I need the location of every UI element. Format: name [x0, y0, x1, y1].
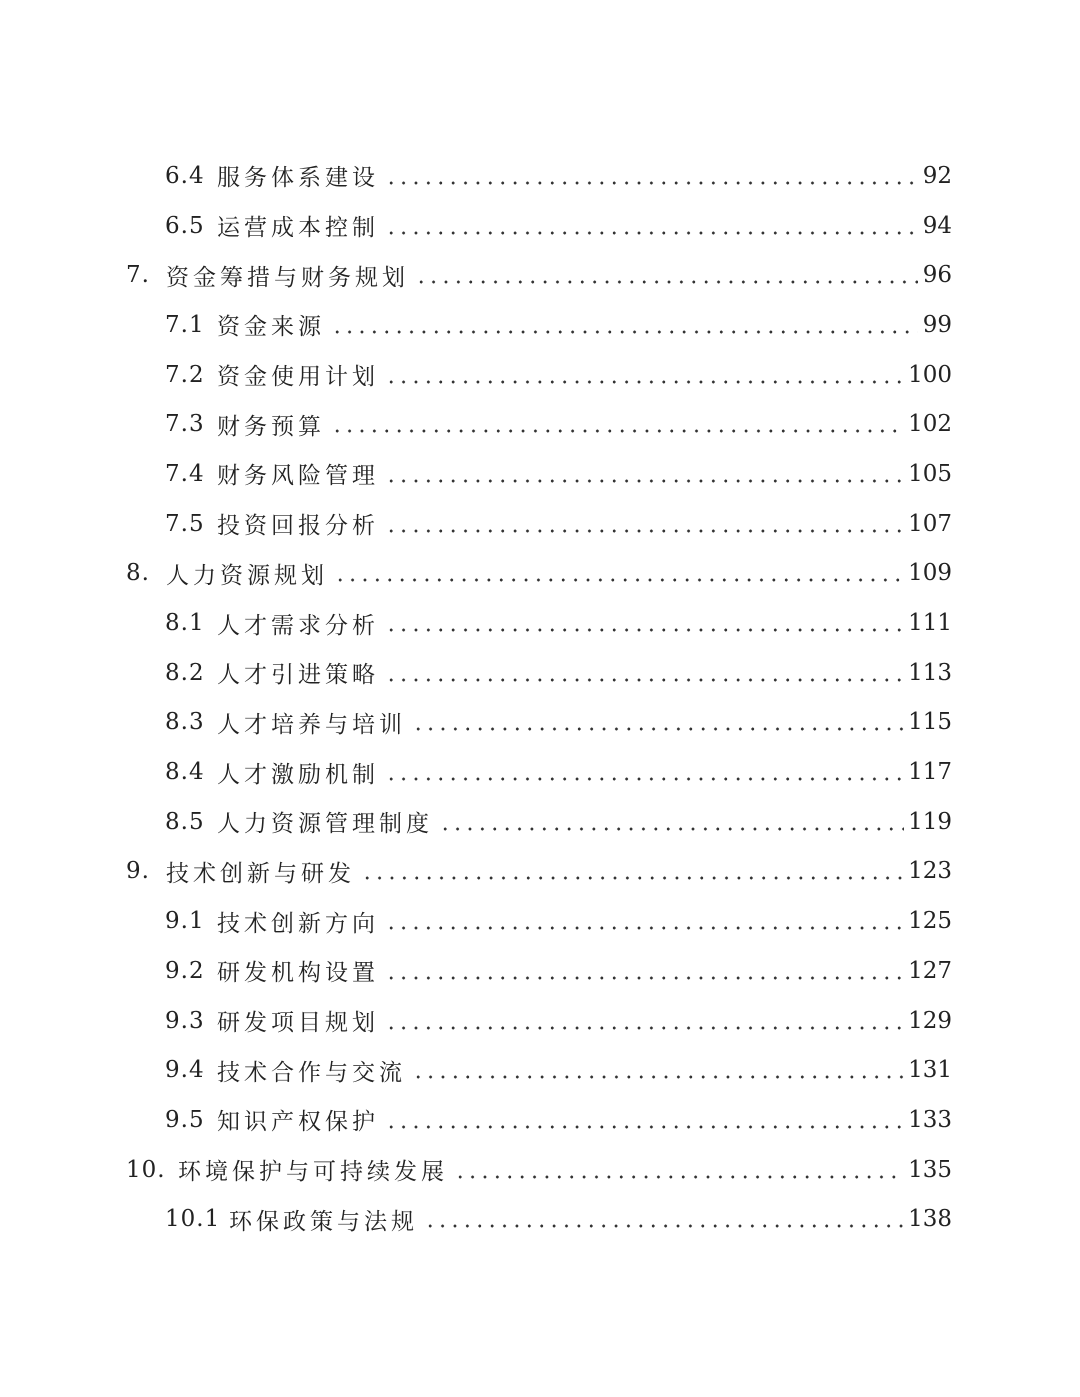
dot-leader	[385, 1026, 904, 1030]
toc-entry-number: 7.3	[165, 411, 205, 438]
toc-entry-title: 人力资源管理制度	[217, 811, 433, 838]
dot-leader	[361, 876, 904, 880]
toc-entry-page: 109	[908, 560, 952, 587]
dot-leader	[385, 777, 904, 781]
toc-entry-number: 8.3	[165, 709, 205, 736]
toc-entry-title: 环保政策与法规	[229, 1208, 418, 1235]
toc-entry-page: 102	[908, 411, 952, 438]
toc-entry-page: 96	[922, 262, 952, 289]
toc-entry[interactable]	[0, 1194, 1080, 1244]
toc-entry-title: 技术合作与交流	[217, 1059, 406, 1086]
toc-entry[interactable]	[0, 996, 1080, 1046]
dot-leader	[385, 479, 904, 483]
toc-chapter[interactable]	[0, 250, 1080, 300]
toc-entry-page: 125	[908, 908, 952, 935]
toc-entry[interactable]	[0, 350, 1080, 400]
toc-entry[interactable]	[0, 499, 1080, 549]
toc-entry-number: 8.1	[165, 610, 205, 637]
dot-leader	[385, 380, 904, 384]
toc-entry-number: 9.5	[165, 1106, 205, 1133]
dot-leader	[385, 976, 904, 980]
dot-leader	[385, 628, 904, 632]
toc-entry[interactable]	[0, 648, 1080, 698]
toc-entry-title: 服务体系建设	[217, 165, 379, 192]
dot-leader	[385, 678, 904, 682]
toc-entry-page: 99	[922, 311, 952, 338]
toc-entry-title: 人才激励机制	[217, 761, 379, 788]
toc-entry-title: 技术创新方向	[217, 910, 379, 937]
dot-leader	[334, 578, 904, 582]
toc-entry-number: 8.4	[165, 759, 205, 786]
toc-entry[interactable]	[0, 449, 1080, 499]
toc-entry[interactable]	[0, 747, 1080, 797]
toc-entry[interactable]	[0, 300, 1080, 350]
toc-entry-number: 10.1	[165, 1206, 221, 1233]
dot-leader	[385, 231, 918, 235]
toc-entry[interactable]	[0, 201, 1080, 251]
dot-leader	[385, 181, 918, 185]
toc-entry-number: 9.3	[165, 1007, 205, 1034]
toc-entry-page: 129	[908, 1007, 952, 1034]
toc-entry-number: 7.5	[165, 510, 205, 537]
toc-entry[interactable]	[0, 151, 1080, 201]
dot-leader	[385, 926, 904, 930]
toc-entry-title: 研发项目规划	[217, 1010, 379, 1037]
dot-leader	[385, 529, 904, 533]
toc-entry-page: 135	[908, 1156, 952, 1183]
toc-entry-page: 133	[908, 1106, 952, 1133]
toc-entry-number: 7.2	[165, 361, 205, 388]
toc-entry[interactable]	[0, 797, 1080, 847]
toc-entry-page: 113	[908, 659, 952, 686]
toc-entry-page: 94	[922, 212, 952, 239]
toc-entry[interactable]	[0, 1045, 1080, 1095]
toc-entry-page: 117	[908, 759, 952, 786]
toc-entry-number: 8.2	[165, 659, 205, 686]
toc-entry-number: 9.	[126, 858, 150, 885]
toc-entry-number: 7.	[126, 262, 150, 289]
toc-entry-number: 9.2	[165, 957, 205, 984]
toc-entry-number: 9.1	[165, 908, 205, 935]
toc-entry-title: 人才培养与培训	[217, 711, 406, 738]
toc-entry-title: 投资回报分析	[217, 513, 379, 540]
dot-leader	[415, 280, 918, 284]
toc-entry-title: 人力资源规划	[166, 562, 328, 589]
dot-leader	[331, 330, 918, 334]
toc-entry-title: 资金使用计划	[217, 364, 379, 391]
toc-entry-page: 127	[908, 957, 952, 984]
toc-entry-title: 资金来源	[217, 314, 325, 341]
toc-entry-page: 123	[908, 858, 952, 885]
toc-entry-title: 财务预算	[217, 413, 325, 440]
toc-entry[interactable]	[0, 946, 1080, 996]
dot-leader	[439, 827, 904, 831]
dot-leader	[454, 1175, 904, 1179]
toc-entry-page: 138	[908, 1206, 952, 1233]
table-of-contents	[0, 151, 1080, 1244]
toc-entry-number: 7.4	[165, 460, 205, 487]
toc-entry-number: 8.	[126, 560, 150, 587]
toc-entry[interactable]	[0, 896, 1080, 946]
toc-entry[interactable]	[0, 698, 1080, 748]
dot-leader	[412, 1075, 904, 1079]
dot-leader	[331, 429, 904, 433]
toc-entry-title: 人才引进策略	[217, 662, 379, 689]
toc-entry-number: 10.	[126, 1156, 166, 1183]
toc-entry-page: 119	[908, 808, 952, 835]
toc-entry-title: 运营成本控制	[217, 215, 379, 242]
toc-entry[interactable]	[0, 399, 1080, 449]
toc-entry-number: 6.4	[165, 162, 205, 189]
toc-chapter[interactable]	[0, 847, 1080, 897]
toc-entry-number: 6.5	[165, 212, 205, 239]
toc-entry-number: 7.1	[165, 311, 205, 338]
toc-entry[interactable]	[0, 1095, 1080, 1145]
toc-entry[interactable]	[0, 598, 1080, 648]
toc-entry-page: 105	[908, 460, 952, 487]
toc-chapter[interactable]	[0, 549, 1080, 599]
toc-entry-title: 知识产权保护	[217, 1109, 379, 1136]
toc-chapter[interactable]	[0, 1145, 1080, 1195]
toc-entry-page: 92	[922, 162, 952, 189]
toc-entry-title: 财务风险管理	[217, 463, 379, 490]
dot-leader	[385, 1125, 904, 1129]
toc-entry-title: 资金筹措与财务规划	[166, 264, 409, 291]
toc-entry-title: 技术创新与研发	[166, 860, 355, 887]
toc-entry-page: 100	[908, 361, 952, 388]
toc-entry-page: 115	[908, 709, 952, 736]
toc-entry-page: 131	[908, 1057, 952, 1084]
toc-entry-title: 人才需求分析	[217, 612, 379, 639]
toc-entry-page: 111	[908, 610, 952, 637]
toc-entry-page: 107	[908, 510, 952, 537]
toc-entry-title: 研发机构设置	[217, 960, 379, 987]
toc-entry-number: 8.5	[165, 808, 205, 835]
toc-entry-title: 环境保护与可持续发展	[178, 1159, 448, 1186]
toc-entry-number: 9.4	[165, 1057, 205, 1084]
dot-leader	[424, 1224, 904, 1228]
dot-leader	[412, 727, 904, 731]
